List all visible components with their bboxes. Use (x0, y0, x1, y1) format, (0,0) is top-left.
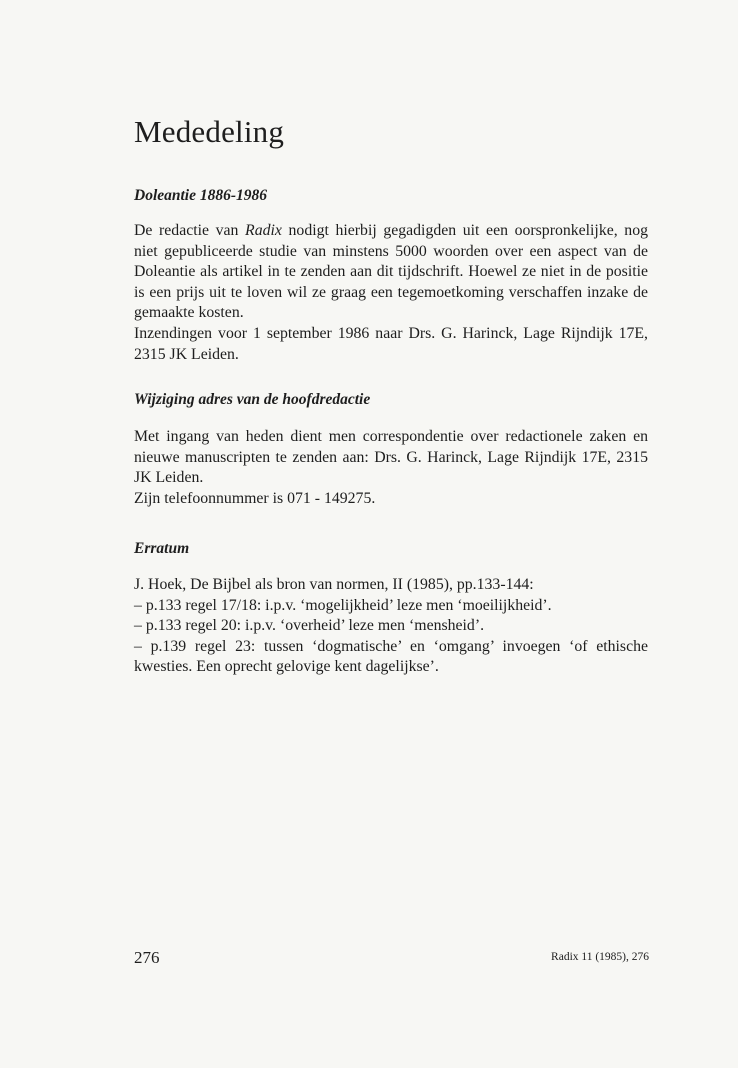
text-run: De redactie van (134, 222, 246, 239)
erratum-item: – p.133 regel 20: i.p.v. ‘overheid’ leze men ‘mensheid’. (134, 617, 485, 635)
journal-citation: Radix 11 (1985), 276 (551, 951, 649, 963)
section-body-doleantie (134, 221, 648, 365)
erratum-item: – p.133 regel 17/18: i.p.v. ‘mogelijkheid’ leze men ‘moeilijkheid’. (134, 596, 552, 614)
paragraph-doleantie-call (134, 221, 648, 324)
section-body-erratum (134, 575, 648, 678)
journal-name: Radix (245, 222, 282, 239)
section-heading-address-change: Wijziging adres van de hoofdredactie (134, 391, 371, 408)
section-body-address-change (134, 427, 648, 509)
text-run: nodigt hierbij gegadigden uit een oorspronkelijke, nog niet gepubliceerde studie van minstens 5000 woorden over een aspect van de Doleantie als artikel in te zenden aan dit tijdschrift. Hoewel ze niet in de positie is een prijs uit te loven wil ze graag een tegemoetkoming verschaffen inzake de gemaakte kosten. (134, 222, 648, 322)
section-heading-erratum: Erratum (134, 540, 190, 557)
page-title: Mededeling (134, 114, 285, 149)
paragraph-phone-number: Zijn telefoonnummer is 071 - 149275. (134, 489, 376, 507)
page-number: 276 (134, 948, 160, 967)
erratum-reference: J. Hoek, De Bijbel als bron van normen, II (1985), pp.133-144: (134, 576, 534, 593)
paragraph-submission-address: Inzendingen voor 1 september 1986 naar Drs. G. Harinck, Lage Rijndijk 17E, 2315 JK Leiden. (134, 324, 648, 363)
section-heading-doleantie: Doleantie 1886-1986 (134, 187, 268, 204)
paragraph-new-address: Met ingang van heden dient men correspondentie over redactionele zaken en nieuwe manuscripten te zenden aan: Drs. G. Harinck, Lage Rijndijk 17E, 2315 JK Leiden. (134, 428, 648, 487)
erratum-item: – p.139 regel 23: tussen ‘dogmatische’ en ‘omgang’ invoegen ‘of ethische kwesties. Een oprecht gelovige kent dagelijkse’. (134, 637, 648, 676)
